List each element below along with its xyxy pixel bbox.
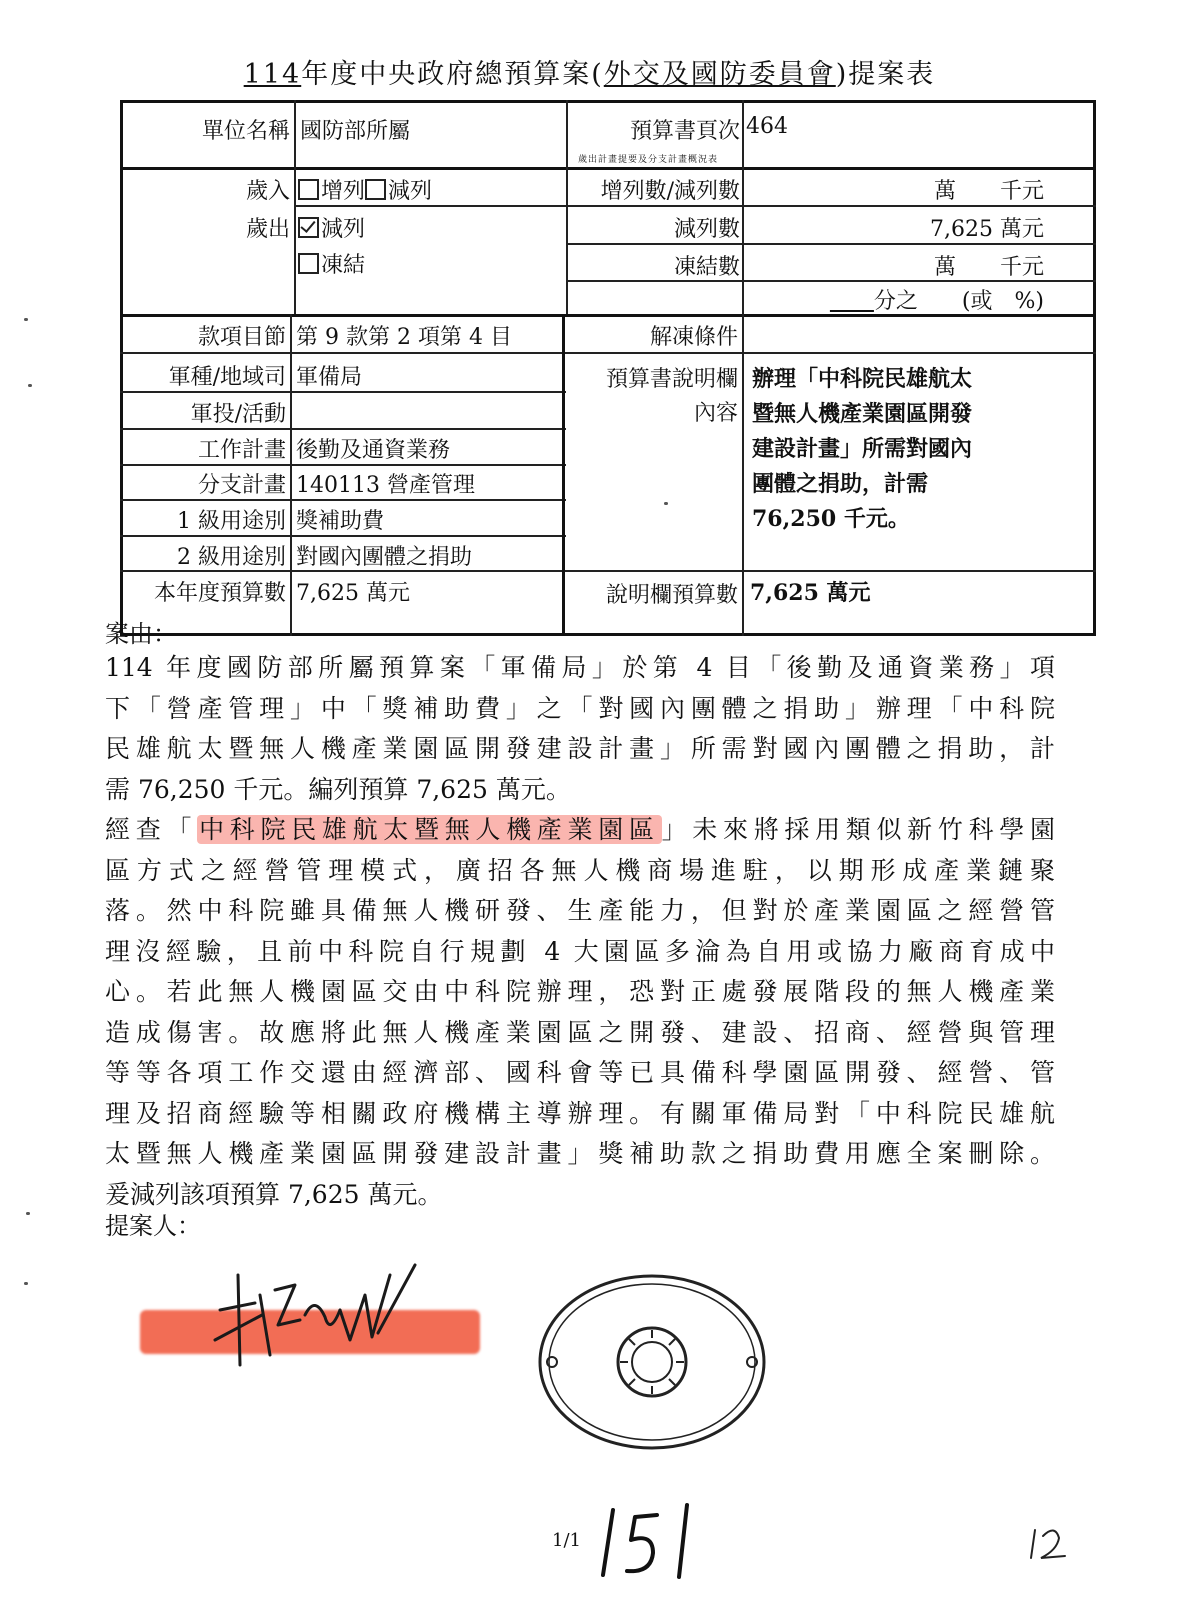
revenue-increase-option: 增列 xyxy=(321,179,366,204)
form-divider xyxy=(742,314,744,636)
explain-budget-label: 說明欄預算數 xyxy=(605,583,738,608)
form-divider xyxy=(290,314,292,636)
reason-line: 落。然中科院雖具備無人機研發、生產能力，但對於產業園區之經營管 xyxy=(105,896,1055,925)
budget-page-note: 歲出計畫提要及分支計畫概況表 xyxy=(578,155,719,165)
form-divider xyxy=(120,464,566,466)
form-divider xyxy=(296,205,566,207)
expenditure-options xyxy=(298,212,365,243)
corner-page-number xyxy=(1025,1520,1075,1570)
reason-line: 民雄航太暨無人機產業園區開發建設計畫」所需對國內團體之捐助，計 xyxy=(105,734,1055,763)
handwritten-page-number xyxy=(595,1495,705,1585)
use1-label: 1 級用途別 xyxy=(177,509,286,534)
form-divider xyxy=(120,391,566,393)
form-divider xyxy=(120,499,566,501)
item-value: 第 9 款第 2 項第 4 目 xyxy=(296,325,512,350)
freeze-ratio xyxy=(748,284,1044,315)
form-divider xyxy=(120,535,566,537)
page-indicator: 1/1 xyxy=(552,1530,581,1551)
use1-value: 獎補助費 xyxy=(296,509,385,534)
revenue-decrease-option: 減列 xyxy=(388,179,433,204)
inc-dec-value: 萬 千元 xyxy=(933,179,1044,204)
document-title xyxy=(0,52,1179,91)
scan-speck xyxy=(664,502,668,505)
title-committee: 外交及國防委員會 xyxy=(603,59,836,90)
highlighted-park-name: 中科院民雄航太暨無人機產業園區 xyxy=(199,815,660,844)
form-divider xyxy=(294,100,296,314)
explain-line: 建設計畫」所需對國內 xyxy=(752,436,973,462)
freeze-value: 萬 千元 xyxy=(933,255,1044,280)
service-label: 軍種/地域司 xyxy=(168,365,286,390)
item-label: 款項目節 xyxy=(197,325,286,350)
handwritten-signature xyxy=(200,1255,440,1375)
explain-line: 76,250 千元。 xyxy=(752,506,910,532)
expenditure-decrease-checkbox[interactable] xyxy=(298,217,319,238)
form-divider xyxy=(566,205,1096,207)
title-year: 114 xyxy=(243,59,302,90)
form-divider xyxy=(562,314,565,636)
explain-line: 辦理「中科院民雄航太 xyxy=(752,366,973,392)
form-divider xyxy=(120,352,1096,354)
unfreeze-label: 解凍條件 xyxy=(649,325,738,350)
title-suffix: )提案表 xyxy=(835,59,936,90)
budget-page-value: 464 xyxy=(746,114,788,139)
reason-line: 114 年度國防部所屬預算案「軍備局」於第 4 目「後勤及通資業務」項 xyxy=(105,653,1055,682)
reason-line: 理及招商經驗等相關政府機構主導辦理。有關軍備局對「中科院民雄航 xyxy=(105,1098,1055,1128)
expenditure-label: 歲出 xyxy=(245,217,290,242)
reason-line: 區方式之經營管理模式，廣招各無人機商場進駐，以期形成產業鏈聚 xyxy=(105,855,1055,885)
annual-budget-label: 本年度預算數 xyxy=(153,581,286,606)
unit-value: 國防部所屬 xyxy=(300,119,411,144)
unit-label: 單位名稱 xyxy=(201,119,290,144)
reason-line: 需 76,250 千元。編列預算 7,625 萬元。 xyxy=(105,774,571,804)
reason-paragraph-1 xyxy=(105,648,1055,810)
plan-label: 工作計畫 xyxy=(197,438,286,463)
decrease-value: 7,625 萬元 xyxy=(930,217,1044,242)
plan-value: 後勤及通資業務 xyxy=(296,438,451,463)
scan-speck xyxy=(24,318,28,321)
revenue-increase-checkbox[interactable] xyxy=(298,179,319,200)
scan-speck xyxy=(26,1212,30,1215)
freeze-label: 凍結數 xyxy=(673,255,740,280)
subplan-label: 分支計畫 xyxy=(197,473,286,498)
decrease-label: 減列數 xyxy=(673,217,740,242)
freeze-checkbox[interactable] xyxy=(298,253,319,274)
subplan-value: 140113 營產管理 xyxy=(296,473,475,498)
form-divider xyxy=(120,428,566,430)
form-divider xyxy=(120,167,1096,170)
reason-text: 經查「 xyxy=(105,815,198,844)
title-prefix: 年度中央政府總預算案( xyxy=(301,59,604,90)
expenditure-decrease-option: 減列 xyxy=(321,217,366,242)
explain-line: 團體之捐助，計需 xyxy=(752,471,929,497)
freeze-options xyxy=(298,248,365,279)
reason-line: 造成傷害。故應將此無人機產業園區之開發、建設、招商、經營與管理 xyxy=(105,1017,1055,1047)
scan-speck xyxy=(28,384,32,387)
form-divider xyxy=(566,243,1096,245)
explain-budget-value: 7,625 萬元 xyxy=(750,580,871,606)
reason-line: 理沒經驗，且前中科院自行規劃 4 大園區多淪為自用或協力廠商育成中 xyxy=(105,936,1055,966)
proposer-label: 提案人： xyxy=(105,1212,201,1240)
inc-dec-label: 增列數/減列數 xyxy=(600,179,740,204)
explain-label-line2: 內容 xyxy=(693,401,738,426)
reason-text: 」未來將採用類似新竹科學園 xyxy=(661,815,1055,844)
explain-line: 暨無人機產業園區開發 xyxy=(752,401,973,427)
use2-value: 對國內團體之捐助 xyxy=(296,545,473,570)
explain-content xyxy=(752,362,972,537)
reason-line xyxy=(105,810,1055,851)
budget-page-label: 預算書頁次 xyxy=(629,119,740,144)
reason-label: 案由： xyxy=(105,620,177,648)
form-divider xyxy=(742,100,744,314)
use2-label: 2 級用途別 xyxy=(177,545,286,570)
reason-line: 下「營產管理」中「獎補助費」之「對國內團體之捐助」辦理「中科院 xyxy=(105,693,1055,723)
scan-speck xyxy=(24,1282,28,1285)
form-divider xyxy=(566,100,568,314)
explain-label-line1: 預算書說明欄 xyxy=(605,367,738,392)
freeze-ratio-text: 分之 (或 %) xyxy=(873,289,1044,314)
reason-paragraph-2 xyxy=(105,810,1055,1215)
freeze-option: 凍結 xyxy=(321,253,366,278)
annual-budget-value: 7,625 萬元 xyxy=(296,581,410,606)
reason-line: 太暨無人機產業園區開發建設計畫」獎補助款之捐助費用應全案刪除。 xyxy=(105,1139,1055,1168)
reason-line: 心。若此無人機園區交由中科院辦理，恐對正處發展階段的無人機產業 xyxy=(105,977,1055,1006)
revenue-options xyxy=(298,174,432,205)
revenue-label: 歲入 xyxy=(245,179,290,204)
reason-line: 等等各項工作交還由經濟部、國科會等已具備科學園區開發、經營、管 xyxy=(105,1058,1055,1087)
party-seal xyxy=(535,1270,770,1455)
investment-label: 軍投/活動 xyxy=(190,402,286,427)
revenue-decrease-checkbox[interactable] xyxy=(365,179,386,200)
service-value: 軍備局 xyxy=(296,365,363,390)
reason-line: 爰減列該項預算 7,625 萬元。 xyxy=(105,1179,443,1209)
